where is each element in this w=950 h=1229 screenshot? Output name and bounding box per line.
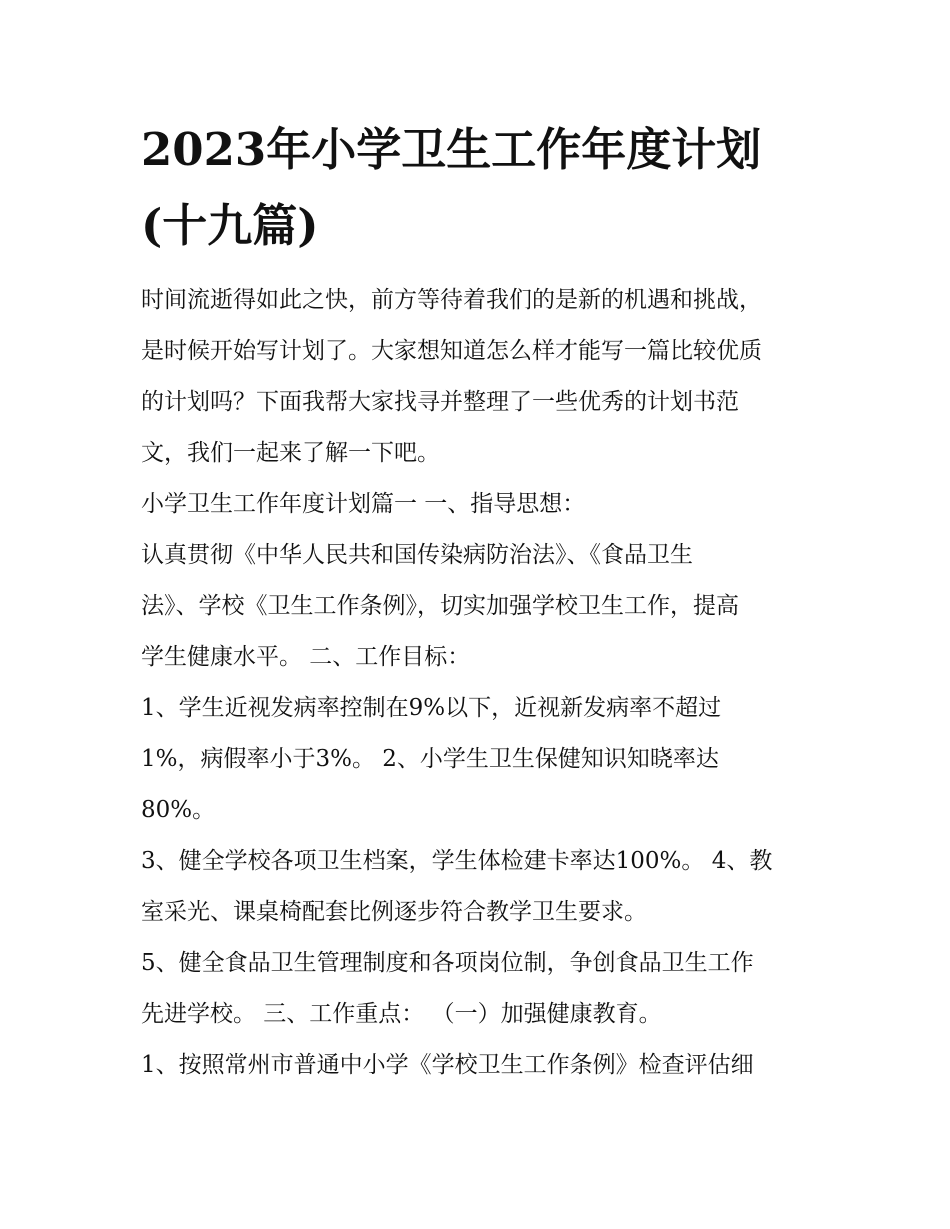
body-line: 小学卫生工作年度计划篇一 一、指导思想：	[141, 491, 586, 517]
body-line: 法》、学校《卫生工作条例》，切实加强学校卫生工作，提高	[141, 593, 739, 619]
body-line: 1、按照常州市普通中小学《学校卫生工作条例》检查评估细	[141, 1052, 754, 1078]
body-line: 先进学校。 三、工作重点： （一）加强健康教育。	[141, 1001, 662, 1027]
body-line: 室采光、课桌椅配套比例逐步符合教学卫生要求。	[141, 899, 647, 925]
body-line: 时间流逝得如此之快，前方等待着我们的是新的机遇和挑战，	[141, 287, 762, 313]
document-title	[141, 112, 821, 264]
body-line: 学生健康水平。 二、工作目标：	[141, 644, 471, 670]
body-line: 5、健全食品卫生管理制度和各项岗位制，争创食品卫生工作	[141, 950, 754, 976]
body-line: 是时候开始写计划了。大家想知道怎么样才能写一篇比较优质	[141, 338, 762, 364]
title-line: 2023年小学卫生工作年度计划	[141, 123, 762, 176]
body-line: 80%。	[141, 797, 216, 823]
body-line: 3、健全学校各项卫生档案，学生体检建卡率达100%。 4、教	[141, 848, 773, 874]
body-line: 认真贯彻《中华人民共和国传染病防治法》、《食品卫生	[141, 542, 693, 568]
document-body	[141, 275, 821, 1091]
body-line: 1、学生近视发病率控制在9%以下，近视新发病率不超过	[141, 695, 722, 721]
body-line: 文，我们一起来了解一下吧。	[141, 440, 440, 466]
body-line: 的计划吗？下面我帮大家找寻并整理了一些优秀的计划书范	[141, 389, 739, 415]
body-line: 1%，病假率小于3%。 2、小学生卫生保健知识知晓率达	[141, 746, 719, 772]
title-line: (十九篇)	[141, 199, 319, 252]
